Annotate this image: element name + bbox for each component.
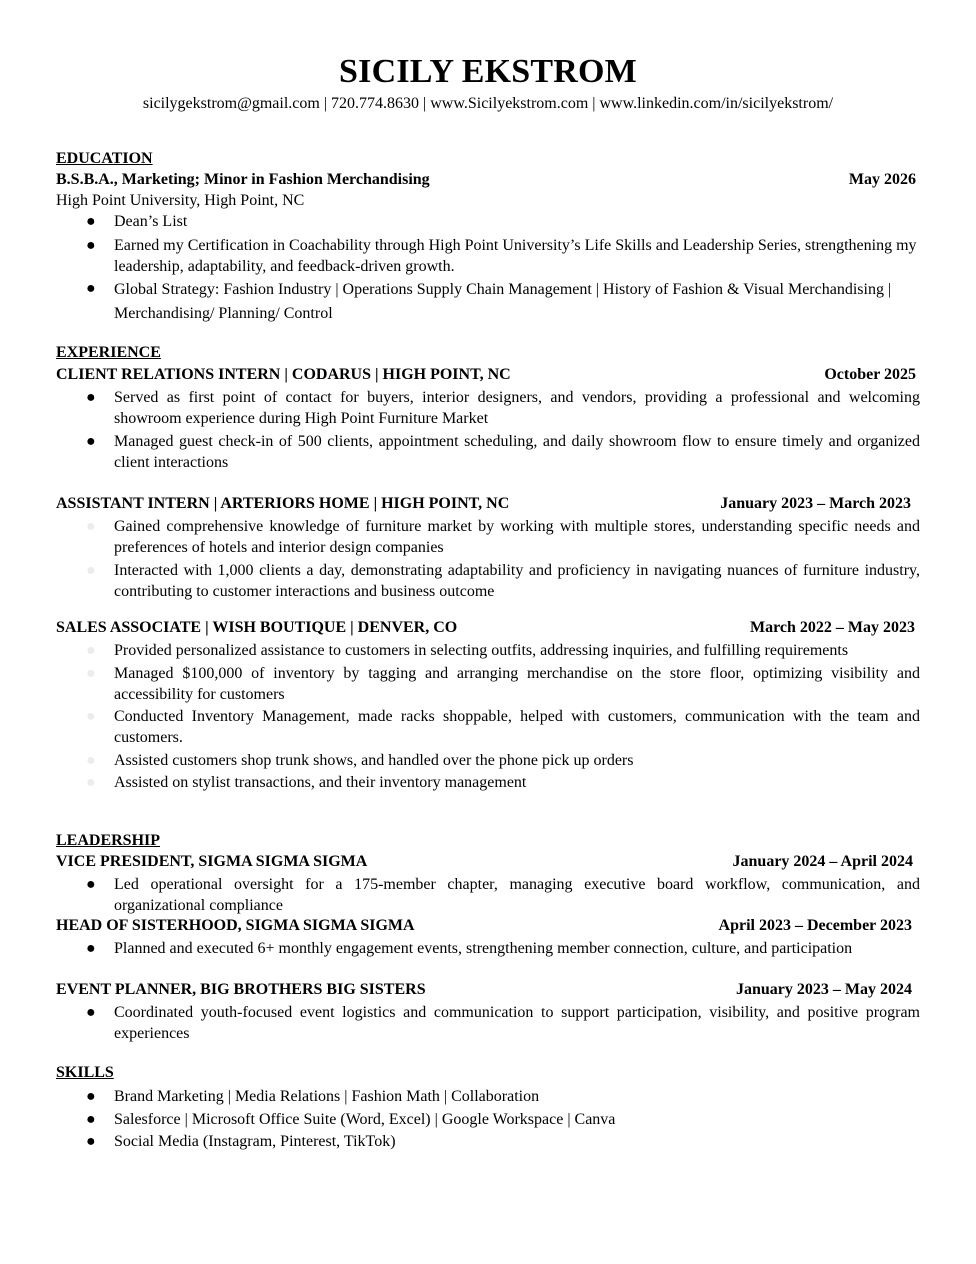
job-date: March 2022 – May 2023 — [749, 619, 915, 636]
bullet-icon: ● — [86, 642, 96, 659]
role-heading-row — [56, 851, 916, 872]
list-item: ● Conducted Inventory Management, made racks shoppable, helped with customers, communication with the team and customers. — [86, 708, 920, 747]
education-heading: EDUCATION — [56, 150, 153, 167]
experience-heading: EXPERIENCE — [56, 344, 161, 361]
bullet-icon: ● — [86, 213, 96, 230]
leadership-heading: LEADERSHIP — [56, 832, 161, 849]
job-heading-row — [56, 617, 916, 638]
role-heading-row — [56, 915, 916, 936]
education-school: High Point University, High Point, NC — [56, 192, 305, 209]
job-bullets — [56, 387, 920, 474]
list-item: ● Global Strategy: Fashion Industry | Operations Supply Chain Management | History of Fashion & Visual Merchandising | Merchandising/ Planning/ Control — [86, 280, 892, 323]
list-item: ● Managed $100,000 of inventory by tagging and arranging merchandise on the store floor, optimizing visibility and accessibility for customers — [86, 664, 920, 703]
skills-heading: SKILLS — [56, 1064, 114, 1081]
list-item: ● Provided personalized assistance to customers in selecting outfits, addressing inquiries, and fulfilling requirements — [86, 642, 849, 659]
education-bullets — [56, 211, 920, 328]
list-item: ● Earned my Certification in Coachability through High Point University’s Life Skills and Leadership Series, strengthening my leadership, adaptability, and feedback-driven growth. — [86, 236, 917, 275]
job-heading-row — [56, 493, 916, 514]
bullet-icon: ● — [86, 389, 96, 406]
role-date: January 2024 – April 2024 — [732, 853, 913, 870]
job-title: ASSISTANT INTERN | ARTERIORS HOME | HIGH POINT, NC — [56, 495, 510, 512]
job-date: January 2023 – March 2023 — [720, 495, 911, 512]
bullet-icon: ● — [86, 774, 96, 792]
bullet-icon: ● — [86, 1110, 96, 1128]
role-title: HEAD OF SISTERHOOD, SIGMA SIGMA SIGMA — [56, 917, 415, 934]
role-title: EVENT PLANNER, BIG BROTHERS BIG SISTERS — [56, 981, 426, 998]
list-item: ● Led operational oversight for a 175-member chapter, managing executive board workflow, communication, and organizational compliance — [86, 876, 920, 914]
education-degree-row — [56, 169, 916, 190]
list-item: ● Coordinated youth-focused event logistics and communication to support participation, visibility, and positive program experiences — [86, 1004, 920, 1042]
job-title: CLIENT RELATIONS INTERN | CODARUS | HIGH POINT, NC — [56, 366, 511, 383]
role-bullets — [56, 874, 920, 918]
contact-line: sicilygekstrom@gmail.com | 720.774.8630 | www.Sicilyekstrom.com | www.linkedin.com/in/sicilyekstrom/ — [142, 95, 834, 112]
list-item: ● Gained comprehensive knowledge of furniture market by working with multiple stores, understanding specific needs and preferences of hotels and interior design companies — [86, 518, 920, 556]
job-date: October 2025 — [824, 366, 916, 383]
bullet-icon: ● — [86, 236, 96, 254]
role-date: April 2023 – December 2023 — [718, 917, 912, 934]
list-item: ● Brand Marketing | Media Relations | Fashion Math | Collaboration — [86, 1088, 540, 1105]
role-title: VICE PRESIDENT, SIGMA SIGMA SIGMA — [56, 853, 368, 870]
job-title: SALES ASSOCIATE | WISH BOUTIQUE | DENVER, CO — [56, 619, 458, 636]
bullet-icon: ● — [86, 876, 96, 893]
job-bullets — [56, 640, 920, 795]
role-heading-row — [56, 979, 916, 1000]
bullet-icon: ● — [86, 664, 96, 682]
role-bullets — [56, 938, 920, 961]
bullet-icon: ● — [86, 561, 96, 579]
list-item: ● Served as first point of contact for buyers, interior designers, and vendors, providing a professional and welcoming showroom experience during High Point Furniture Market — [86, 389, 920, 427]
list-item: ● Assisted on stylist transactions, and their inventory management — [86, 774, 527, 792]
list-item: ● Managed guest check-in of 500 clients, appointment scheduling, and daily showroom flow to ensure timely and organized client interactions — [86, 432, 920, 471]
list-item: ● Dean’s List — [86, 213, 188, 230]
education-degree: B.S.B.A., Marketing; Minor in Fashion Merchandising — [56, 171, 430, 188]
role-bullets — [56, 1002, 920, 1046]
list-item: ● Social Media (Instagram, Pinterest, TikTok) — [86, 1133, 396, 1151]
bullet-icon: ● — [86, 1088, 96, 1105]
skills-bullets — [56, 1086, 920, 1154]
bullet-icon: ● — [86, 940, 96, 957]
list-item: ● Interacted with 1,000 clients a day, demonstrating adaptability and proficiency in navigating nuances of furniture industry, contributing to customer interactions and business outcome — [86, 561, 920, 600]
job-heading-row — [56, 364, 916, 385]
bullet-icon: ● — [86, 751, 96, 769]
bullet-icon: ● — [86, 1004, 96, 1021]
bullet-icon: ● — [86, 280, 96, 298]
bullet-icon: ● — [86, 1133, 96, 1151]
bullet-icon: ● — [86, 518, 96, 535]
candidate-name: SICILY EKSTROM — [339, 53, 637, 90]
list-item: ● Assisted customers shop trunk shows, and handled over the phone pick up orders — [86, 751, 634, 769]
bullet-icon: ● — [86, 432, 96, 450]
education-date: May 2026 — [848, 171, 916, 188]
bullet-icon: ● — [86, 708, 96, 726]
role-date: January 2023 – May 2024 — [736, 981, 912, 998]
list-item: ● Planned and executed 6+ monthly engagement events, strengthening member connection, culture, and participation — [86, 940, 853, 957]
list-item: ● Salesforce | Microsoft Office Suite (Word, Excel) | Google Workspace | Canva — [86, 1110, 616, 1128]
job-bullets — [56, 516, 920, 603]
